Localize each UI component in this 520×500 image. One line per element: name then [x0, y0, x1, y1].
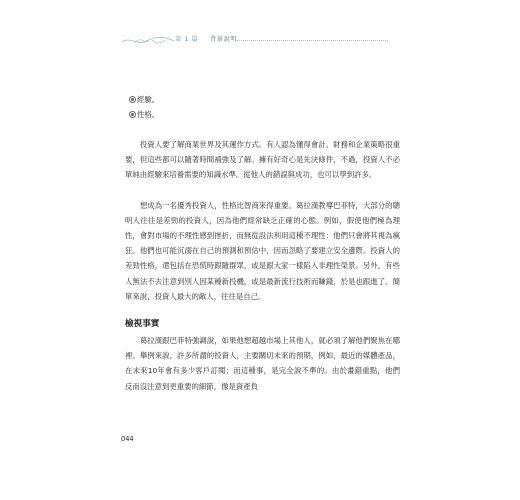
running-header [0, 30, 520, 54]
bullet-text: 性格。 [137, 109, 160, 119]
paragraph-block-2 [125, 198, 400, 304]
header-divider [236, 40, 388, 41]
body-paragraph: 投資人要了解商業世界及其運作方式。有人認為懂得會計、財務和企業策略很重要，但這些都可以隨著時間補強及了解。擁有好奇心是先決條件，不過，投資人不必單純由經驗來培養需要的知識水準。從他人的錯誤與成功，也可以學到許多。 [125, 140, 400, 180]
bullet-item-experience [125, 92, 400, 107]
circle-bullet-icon [129, 96, 136, 103]
section-label: 背景說明 [210, 36, 238, 43]
flourish-ornament-icon [120, 34, 176, 48]
bullet-text: 經驗。 [137, 94, 160, 104]
paragraph-block-1 [125, 137, 400, 183]
page-number: 044 [121, 435, 134, 443]
bullet-item-temperament [125, 107, 400, 122]
body-paragraph: 想成為一名優秀投資人，性格比智商來得重要。葛拉漢教導巴菲特，大部分的聰明人往往是差勁的投資人，因為他們經常缺乏正確的心態。例如，假使他們極為理性，會對市場的不理性感到挫折，而無從設法利用這種不理性：他們只會將其視為瘋狂。他們也可能沉溺在自己的預測和預估中，因而忽略了要建立安全邊際。投資人的差勁性格，還包括在恐慌時跟隨群眾，或是跟大家一樣陷入非理性榮景。另外，有些人無法不去注意到別人因某種新投機，或是最新流行技術而賺錢，於是也跟進了。簡單來說，投資人最大的敵人，往往是自己。 [125, 200, 400, 301]
page-body [125, 92, 400, 394]
circle-bullet-icon [129, 111, 136, 118]
body-paragraph: 葛拉漢跟巴菲特強調說，如果他想超越市場上其他人，就必須了解他們聚焦在哪裡。舉例來說，許多所謂的投資人，主要關切未來的預期，例如，最近的媒體產品，在未來10年會有多少客戶訂閱；而這種事，是完全說不準的。由於畫錯重點，他們反而沒注意到更重要的細節，像是資產負 [125, 336, 400, 391]
section-heading: 檢視事實 [125, 319, 160, 330]
chapter-label: 第 1 篇 [175, 36, 199, 43]
